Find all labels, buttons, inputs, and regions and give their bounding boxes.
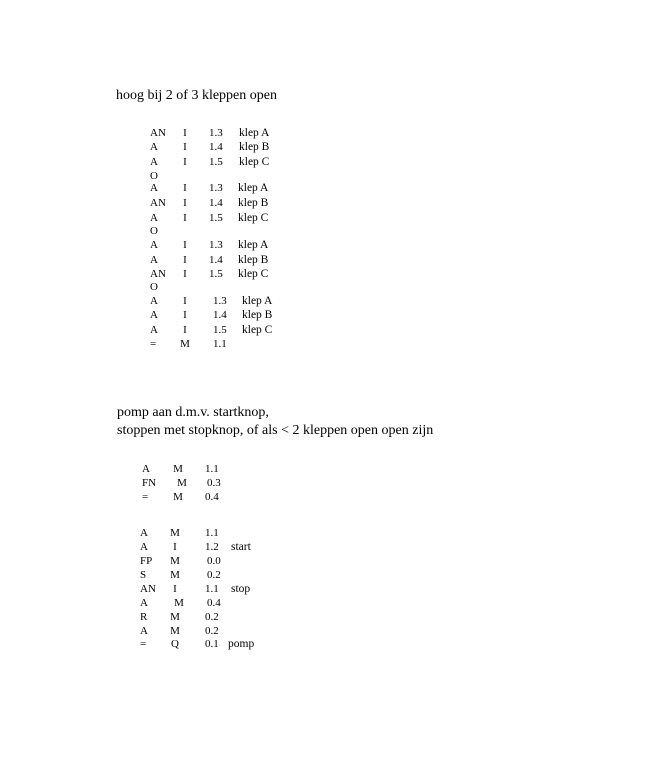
address: 1.4 bbox=[213, 309, 227, 321]
operation: R bbox=[140, 611, 148, 623]
comment-label: klep C bbox=[238, 268, 269, 280]
operand-type: I bbox=[183, 212, 187, 224]
comment-label: klep C bbox=[239, 156, 270, 168]
operand-type: I bbox=[183, 156, 187, 168]
operand-type: M bbox=[170, 625, 180, 637]
operand-type: I bbox=[183, 254, 187, 266]
address: 0.4 bbox=[207, 597, 221, 609]
operation: = bbox=[140, 638, 147, 650]
operation: A bbox=[150, 309, 158, 321]
address: 1.2 bbox=[205, 541, 219, 553]
comment-label: klep C bbox=[238, 212, 269, 224]
operation: A bbox=[140, 541, 148, 553]
comment-label: klep A bbox=[242, 295, 273, 307]
operand-type: I bbox=[183, 295, 187, 307]
operation: A bbox=[150, 212, 158, 224]
address: 0.0 bbox=[207, 555, 221, 567]
operand-type: Q bbox=[171, 638, 179, 650]
comment-label: klep A bbox=[239, 127, 270, 139]
address: 1.1 bbox=[205, 583, 219, 595]
address: 0.2 bbox=[205, 611, 219, 623]
operation: = bbox=[142, 491, 149, 503]
operation: A bbox=[150, 295, 158, 307]
operand-type: I bbox=[183, 197, 187, 209]
address: 0.4 bbox=[205, 491, 219, 503]
operation: FN bbox=[142, 477, 157, 489]
address: 0.1 bbox=[205, 638, 219, 650]
operation: O bbox=[150, 225, 158, 237]
address: 1.3 bbox=[209, 239, 223, 251]
operand-type: M bbox=[170, 611, 180, 623]
address: 1.1 bbox=[205, 527, 219, 539]
comment-label: klep A bbox=[238, 182, 269, 194]
operand-type: M bbox=[174, 597, 184, 609]
operand-type: I bbox=[183, 239, 187, 251]
operand-type: M bbox=[177, 477, 187, 489]
comment-label: start bbox=[231, 541, 251, 553]
operand-type: I bbox=[183, 182, 187, 194]
operation: = bbox=[150, 338, 157, 350]
operation: A bbox=[150, 156, 158, 168]
operand-type: I bbox=[183, 324, 187, 336]
section1-title: hoog bij 2 of 3 kleppen open bbox=[116, 88, 277, 103]
address: 0.2 bbox=[205, 625, 219, 637]
address: 1.5 bbox=[209, 156, 223, 168]
address: 1.5 bbox=[213, 324, 227, 336]
operation: AN bbox=[140, 583, 156, 595]
operand-type: M bbox=[180, 338, 190, 350]
operand-type: I bbox=[183, 309, 187, 321]
operand-type: M bbox=[170, 527, 180, 539]
address: 1.4 bbox=[209, 141, 223, 153]
operand-type: I bbox=[173, 583, 177, 595]
operand-type: I bbox=[183, 127, 187, 139]
operation: A bbox=[142, 463, 150, 475]
operand-type: I bbox=[183, 268, 187, 280]
address: 1.5 bbox=[209, 268, 223, 280]
operation: A bbox=[140, 527, 148, 539]
address: 1.3 bbox=[209, 182, 223, 194]
operation: A bbox=[150, 141, 158, 153]
section2-title-line1: pomp aan d.m.v. startknop, bbox=[117, 405, 269, 420]
address: 0.2 bbox=[207, 569, 221, 581]
section2-title-line2: stoppen met stopknop, of als < 2 kleppen open open zijn bbox=[117, 423, 434, 438]
comment-label: klep C bbox=[242, 324, 273, 336]
operation: A bbox=[150, 324, 158, 336]
address: 1.5 bbox=[209, 212, 223, 224]
address: 0.3 bbox=[207, 477, 221, 489]
operation: O bbox=[150, 281, 158, 293]
operand-type: M bbox=[170, 555, 180, 567]
operation: FP bbox=[140, 555, 153, 567]
operation: O bbox=[150, 170, 158, 182]
operand-type: M bbox=[173, 491, 183, 503]
address: 1.4 bbox=[209, 197, 223, 209]
operand-type: I bbox=[173, 541, 177, 553]
operation: AN bbox=[150, 268, 166, 280]
comment-label: klep B bbox=[238, 254, 269, 266]
operand-type: I bbox=[183, 141, 187, 153]
operation: AN bbox=[150, 197, 166, 209]
operation: AN bbox=[150, 127, 166, 139]
comment-label: klep B bbox=[239, 141, 270, 153]
operation: A bbox=[140, 597, 148, 609]
address: 1.1 bbox=[205, 463, 219, 475]
comment-label: pomp bbox=[228, 638, 255, 650]
comment-label: klep B bbox=[238, 197, 269, 209]
operation: A bbox=[140, 625, 148, 637]
address: 1.3 bbox=[213, 295, 227, 307]
comment-label: stop bbox=[231, 583, 251, 595]
comment-label: klep A bbox=[238, 239, 269, 251]
operation: S bbox=[140, 569, 147, 581]
address: 1.3 bbox=[209, 127, 223, 139]
comment-label: klep B bbox=[242, 309, 273, 321]
operation: A bbox=[150, 239, 158, 251]
address: 1.4 bbox=[209, 254, 223, 266]
operand-type: M bbox=[170, 569, 180, 581]
address: 1.1 bbox=[213, 338, 227, 350]
operand-type: M bbox=[173, 463, 183, 475]
operation: A bbox=[150, 182, 158, 194]
operation: A bbox=[150, 254, 158, 266]
